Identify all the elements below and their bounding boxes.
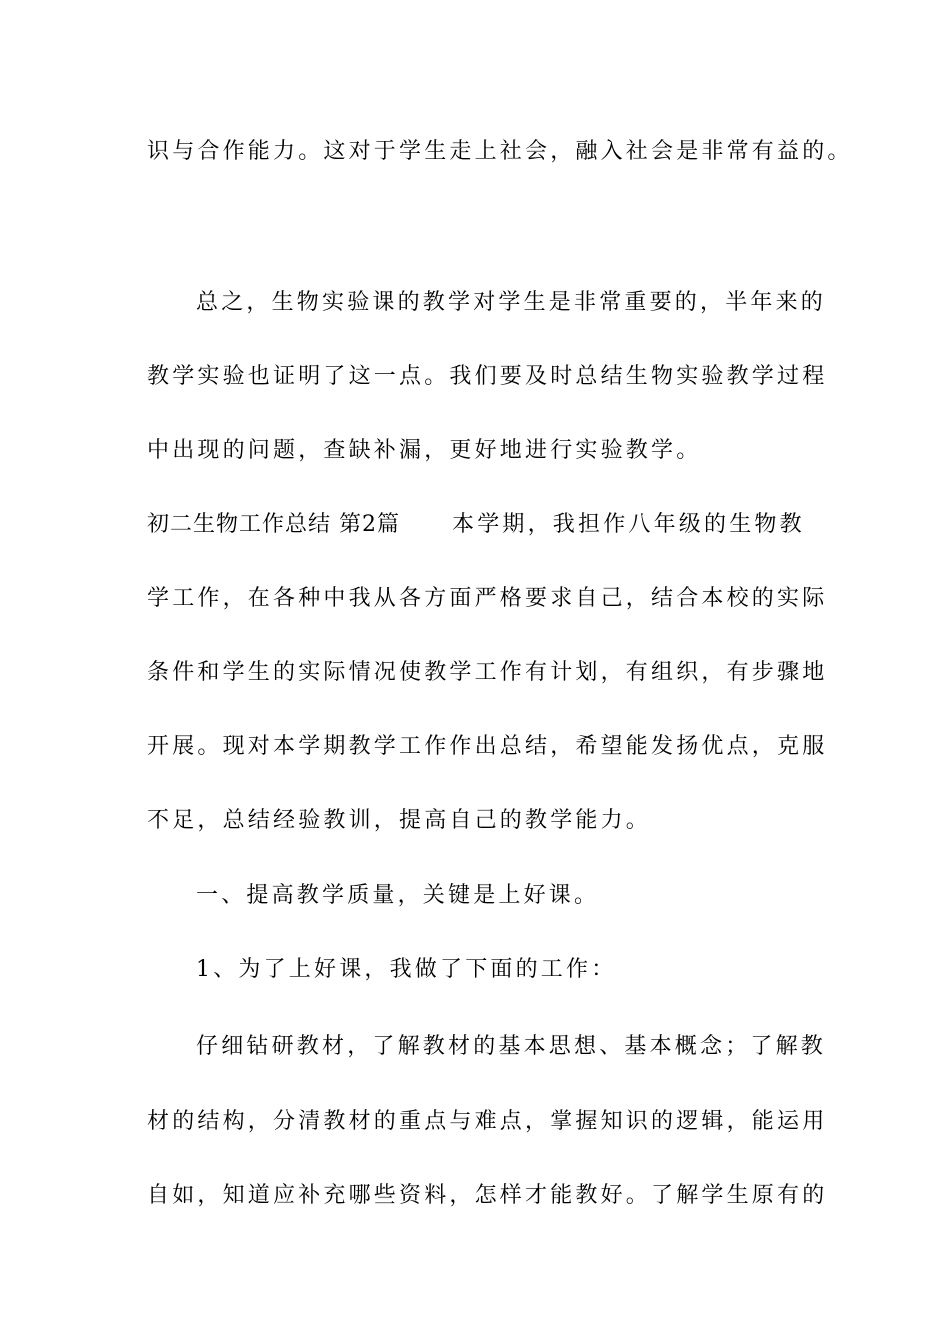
paragraph-line: 中出现的问题，查缺补漏，更好地进行实验教学。 [147, 438, 702, 463]
subheading-line: 1、为了上好课，我做了下面的工作： [196, 957, 617, 982]
section-first-line: 本学期，我担作八年级的生物教 [452, 512, 805, 537]
paragraph-line: 自如，知道应补充哪些资料，怎样才能教好。了解学生原有的 [147, 1183, 828, 1208]
paragraph-line: 不足，总结经验教训，提高自己的教学能力。 [147, 808, 652, 833]
paragraph-line: 材的结构，分清教材的重点与难点，掌握知识的逻辑，能运用 [147, 1109, 828, 1134]
paragraph-line: 教学实验也证明了这一点。我们要及时总结生物实验教学过程 [147, 364, 828, 389]
subheading-line: 一、提高教学质量，关键是上好课。 [196, 883, 600, 908]
section-heading-line [147, 510, 837, 540]
paragraph-line: 识与合作能力。这对于学生走上社会，融入社会是非常有益的。 [147, 139, 853, 164]
paragraph-line: 开展。现对本学期教学工作作出总结，希望能发扬优点，克服 [147, 734, 828, 759]
paragraph-line: 仔细钻研教材，了解教材的基本思想、基本概念；了解教 [196, 1034, 827, 1059]
section-title: 初二生物工作总结 第2篇 [147, 512, 400, 537]
paragraph-line: 条件和学生的实际情况使教学工作有计划，有组织，有步骤地 [147, 660, 828, 685]
paragraph-line: 总之，生物实验课的教学对学生是非常重要的，半年来的 [196, 290, 827, 315]
paragraph-line: 学工作，在各种中我从各方面严格要求自己，结合本校的实际 [147, 586, 828, 611]
